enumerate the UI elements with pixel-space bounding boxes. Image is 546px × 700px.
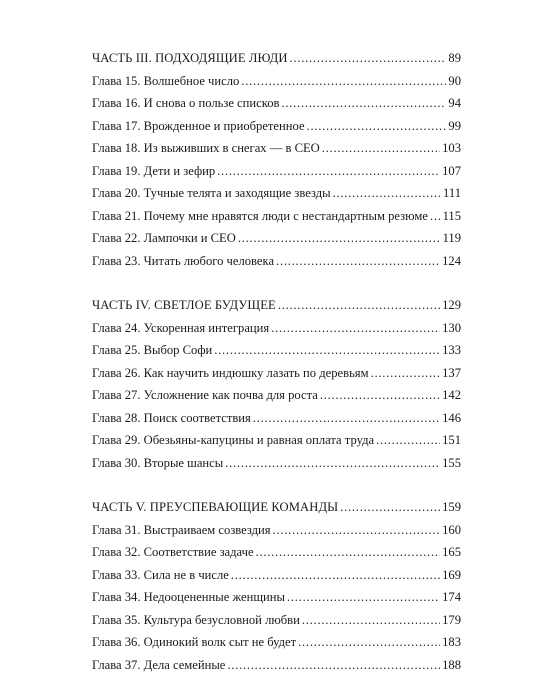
chapter-title: Глава 23. Читать любого человека xyxy=(92,253,275,268)
dot-leader xyxy=(302,609,440,632)
chapter-title: Глава 26. Как научить индюшку лазать по деревьям xyxy=(92,365,369,380)
toc-part-3 xyxy=(92,47,461,272)
chapter-title: Глава 37. Дела семейные xyxy=(92,657,226,672)
toc-entry[interactable] xyxy=(92,205,461,228)
chapter-title: Глава 24. Ускоренная интеграция xyxy=(92,320,270,335)
page-number: 107 xyxy=(442,163,461,178)
part-heading[interactable] xyxy=(92,294,461,317)
toc-entry[interactable] xyxy=(92,654,461,677)
chapter-title: Глава 29. Обезьяны-капуцины и равная оплата труда xyxy=(92,433,375,447)
dot-leader xyxy=(322,137,440,160)
toc-entry[interactable] xyxy=(92,160,461,183)
chapter-title: Глава 16. И снова о пользе списков xyxy=(92,96,280,110)
toc-entry[interactable] xyxy=(92,115,461,138)
page-number: 142 xyxy=(442,388,461,402)
dot-leader xyxy=(376,429,440,452)
dot-leader xyxy=(253,407,440,430)
dot-leader xyxy=(271,317,440,340)
page-number: 130 xyxy=(442,320,461,335)
dot-leader xyxy=(273,519,441,542)
part-title: ЧАСТЬ IV. СВЕТЛОЕ БУДУЩЕЕ xyxy=(92,298,276,312)
dot-leader xyxy=(214,339,440,362)
chapter-title: Глава 35. Культура безусловной любви xyxy=(92,612,300,627)
chapter-title: Глава 19. Дети и зефир xyxy=(92,163,216,178)
chapter-title: Глава 27. Усложнение как почва для роста xyxy=(92,388,318,402)
page-number: 174 xyxy=(442,590,461,604)
chapter-title: Глава 17. Врожденное и приобретенное xyxy=(92,118,305,133)
toc-entry[interactable] xyxy=(92,70,461,93)
dot-leader xyxy=(298,631,440,654)
page-number: 179 xyxy=(442,612,461,627)
dot-leader xyxy=(371,362,441,385)
chapter-title: Глава 32. Соответствие задаче xyxy=(92,545,254,559)
toc-entry[interactable] xyxy=(92,631,461,654)
chapter-title: Глава 22. Лампочки и CEO xyxy=(92,231,236,245)
page-number: 90 xyxy=(448,73,461,88)
part-heading[interactable] xyxy=(92,496,461,519)
toc-entry[interactable] xyxy=(92,250,461,273)
chapter-title: Глава 34. Недооцененные женщины xyxy=(92,590,285,604)
page-number: 159 xyxy=(442,500,461,514)
chapter-title: Глава 30. Вторые шансы xyxy=(92,455,224,470)
page-number: 94 xyxy=(448,96,461,110)
page-number: 89 xyxy=(448,51,461,65)
page-number: 188 xyxy=(442,657,461,672)
page-number: 183 xyxy=(442,635,461,649)
dot-leader xyxy=(290,47,447,70)
toc-entry[interactable] xyxy=(92,609,461,632)
dot-leader xyxy=(340,496,440,519)
toc-entry[interactable] xyxy=(92,227,461,250)
dot-leader xyxy=(276,250,440,273)
page-number: 129 xyxy=(442,298,461,312)
chapter-title: Глава 36. Одинокий волк сыт не будет xyxy=(92,635,297,649)
toc-entry[interactable] xyxy=(92,137,461,160)
page-number: 151 xyxy=(442,433,461,447)
toc-entry[interactable] xyxy=(92,317,461,340)
dot-leader xyxy=(307,115,447,138)
dot-leader xyxy=(238,227,441,250)
toc-entry[interactable] xyxy=(92,92,461,115)
page-number: 160 xyxy=(442,522,461,537)
toc-entry[interactable] xyxy=(92,586,461,609)
toc-entry[interactable] xyxy=(92,407,461,430)
dot-leader xyxy=(217,160,440,183)
chapter-title: Глава 20. Тучные телята и заходящие звезды xyxy=(92,186,331,200)
page-number: 165 xyxy=(442,545,461,559)
page-number: 124 xyxy=(442,253,461,268)
toc-entry[interactable] xyxy=(92,564,461,587)
toc-entry[interactable] xyxy=(92,519,461,542)
toc-entry[interactable] xyxy=(92,384,461,407)
chapter-title: Глава 25. Выбор Софи xyxy=(92,343,213,357)
chapter-title: Глава 31. Выстраиваем созвездия xyxy=(92,522,271,537)
page-number: 133 xyxy=(442,343,461,357)
page-number: 146 xyxy=(442,410,461,425)
page-number: 137 xyxy=(442,365,461,380)
dot-leader xyxy=(278,294,440,317)
dot-leader xyxy=(225,452,440,475)
toc-entry[interactable] xyxy=(92,429,461,452)
dot-leader xyxy=(241,70,446,93)
chapter-title: Глава 28. Поиск соответствия xyxy=(92,410,251,425)
toc-entry[interactable] xyxy=(92,541,461,564)
page-number: 103 xyxy=(442,141,461,155)
chapter-title: Глава 15. Волшебное число xyxy=(92,73,240,88)
dot-leader xyxy=(333,182,441,205)
toc-part-5 xyxy=(92,496,461,676)
page-number: 155 xyxy=(442,455,461,470)
page-number: 169 xyxy=(442,567,461,582)
page-number: 119 xyxy=(442,231,461,245)
toc-entry[interactable] xyxy=(92,182,461,205)
table-of-contents xyxy=(92,47,461,698)
toc-part-4 xyxy=(92,294,461,474)
toc-entry[interactable] xyxy=(92,339,461,362)
part-title: ЧАСТЬ III. ПОДХОДЯЩИЕ ЛЮДИ xyxy=(92,51,288,65)
dot-leader xyxy=(430,205,441,228)
dot-leader xyxy=(227,654,440,677)
chapter-title: Глава 18. Из выживших в снегах — в CEO xyxy=(92,141,320,155)
chapter-title: Глава 21. Почему мне нравятся люди с нестандартным резюме xyxy=(92,208,428,223)
dot-leader xyxy=(287,586,440,609)
chapter-title: Глава 33. Сила не в числе xyxy=(92,567,229,582)
dot-leader xyxy=(281,92,446,115)
toc-entry[interactable] xyxy=(92,362,461,385)
part-title: ЧАСТЬ V. ПРЕУСПЕВАЮЩИЕ КОМАНДЫ xyxy=(92,500,339,514)
dot-leader xyxy=(320,384,440,407)
dot-leader xyxy=(256,541,441,564)
toc-entry[interactable] xyxy=(92,452,461,475)
page-number: 99 xyxy=(448,118,461,133)
page-number: 111 xyxy=(443,186,461,200)
part-heading[interactable] xyxy=(92,47,461,70)
dot-leader xyxy=(231,564,440,587)
page-number: 115 xyxy=(442,208,461,223)
